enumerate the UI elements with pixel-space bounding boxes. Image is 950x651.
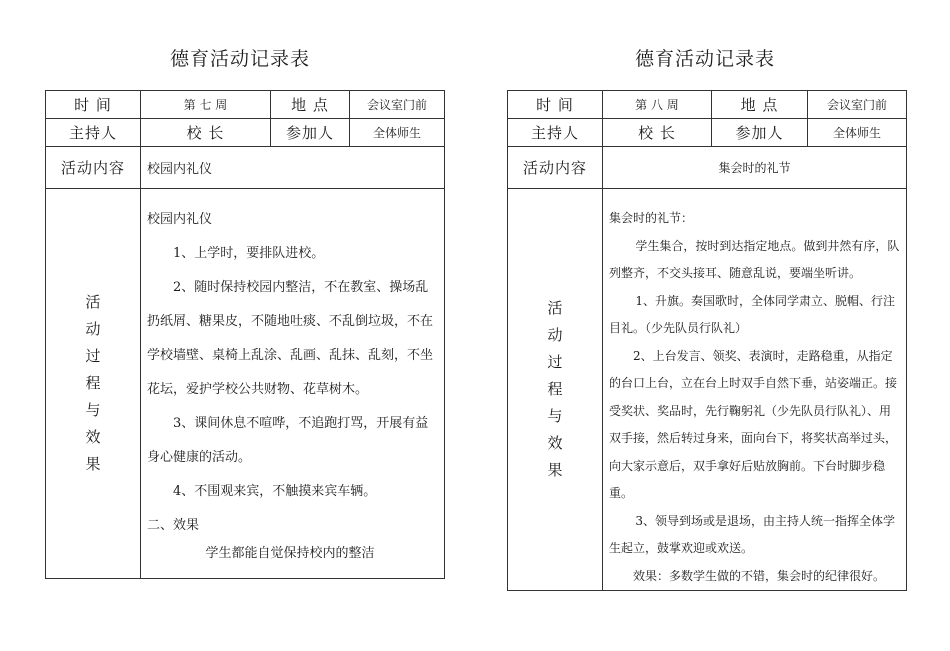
left-paragraph: 2、随时保持校园内整洁，不在教室、操场乱扔纸屑、糖果皮，不随地吐痰、不乱倒垃圾，不在学校墙壁、桌椅上乱涂、乱画、乱抹、乱刻，不坐花坛，爱护学校公共财物、花草树木。 <box>147 280 434 397</box>
left-place-value: 会议室门前 <box>350 91 445 119</box>
right-content-label: 活动内容 <box>508 147 603 189</box>
right-participants-value: 全体师生 <box>808 119 907 147</box>
right-record-table <box>507 90 907 591</box>
left-time-label: 时 间 <box>46 91 141 119</box>
right-paragraph: 3、领导到场或是退场，由主持人统一指挥全体学生起立，鼓掌欢迎或欢送。 <box>609 513 896 555</box>
left-record-table <box>45 90 445 579</box>
right-participants-label: 参加人 <box>712 119 808 147</box>
left-place-label: 地 点 <box>271 91 350 119</box>
left-content-value: 校园内礼仪 <box>141 147 445 189</box>
left-host-value: 校 长 <box>141 119 271 147</box>
right-paragraph: 学生集合，按时到达指定地点。做到井然有序，队列整齐，不交头接耳、随意乱说，要端坐听讲。 <box>609 238 900 280</box>
left-effect-text: 学生都能自觉保持校内的整洁 <box>205 546 375 561</box>
left-process-label: 活 动 过 程 与 效 果 <box>46 189 141 579</box>
right-time-label: 时 间 <box>508 91 603 119</box>
left-paragraph: 1、上学时，要排队进校。 <box>173 246 325 261</box>
right-week-value: 第 八 周 <box>603 91 712 119</box>
left-effect-heading: 二、效果 <box>147 518 200 533</box>
right-place-value: 会议室门前 <box>808 91 907 119</box>
left-participants-label: 参加人 <box>271 119 350 147</box>
left-content-label: 活动内容 <box>46 147 141 189</box>
right-process-label: 活 动 过 程 与 效 果 <box>508 189 603 591</box>
right-paragraph: 集会时的礼节： <box>609 211 694 225</box>
left-process-content <box>141 189 445 579</box>
right-process-content <box>603 189 907 591</box>
right-paragraph: 1、升旗。奏国歌时，全体同学肃立、脱帽、行注目礼。（少先队员行队礼） <box>609 293 896 335</box>
left-paragraph: 4、不围观来宾，不触摸来宾车辆。 <box>173 484 377 499</box>
left-paragraph: 校园内礼仪 <box>147 212 213 227</box>
right-host-value: 校 长 <box>603 119 712 147</box>
right-sheet-title: 德育活动记录表 <box>634 48 775 70</box>
left-participants-value: 全体师生 <box>350 119 445 147</box>
right-host-label: 主持人 <box>508 119 603 147</box>
right-paragraph: 2、上台发言、领奖、表演时，走路稳重，从指定的台口上台，立在台上时双手自然下垂，站姿端正。接受奖状、奖品时，先行鞠躬礼（少先队员行队礼）、用双手接，然后转过身来，面向台下，将奖状高举过头，向大家示意后，双手拿好后贴放胸前。下台时脚步稳重。 <box>609 348 898 500</box>
left-week-value: 第 七 周 <box>141 91 271 119</box>
left-paragraph: 3、课间休息不喧哗，不追跑打骂，开展有益身心健康的活动。 <box>147 416 429 465</box>
left-host-label: 主持人 <box>46 119 141 147</box>
right-place-label: 地 点 <box>712 91 808 119</box>
right-effect-text: 效果：多数学生做的不错，集会时的纪律很好。 <box>633 568 886 583</box>
right-content-value: 集会时的礼节 <box>603 147 907 189</box>
left-sheet-title: 德育活动记录表 <box>169 48 310 70</box>
